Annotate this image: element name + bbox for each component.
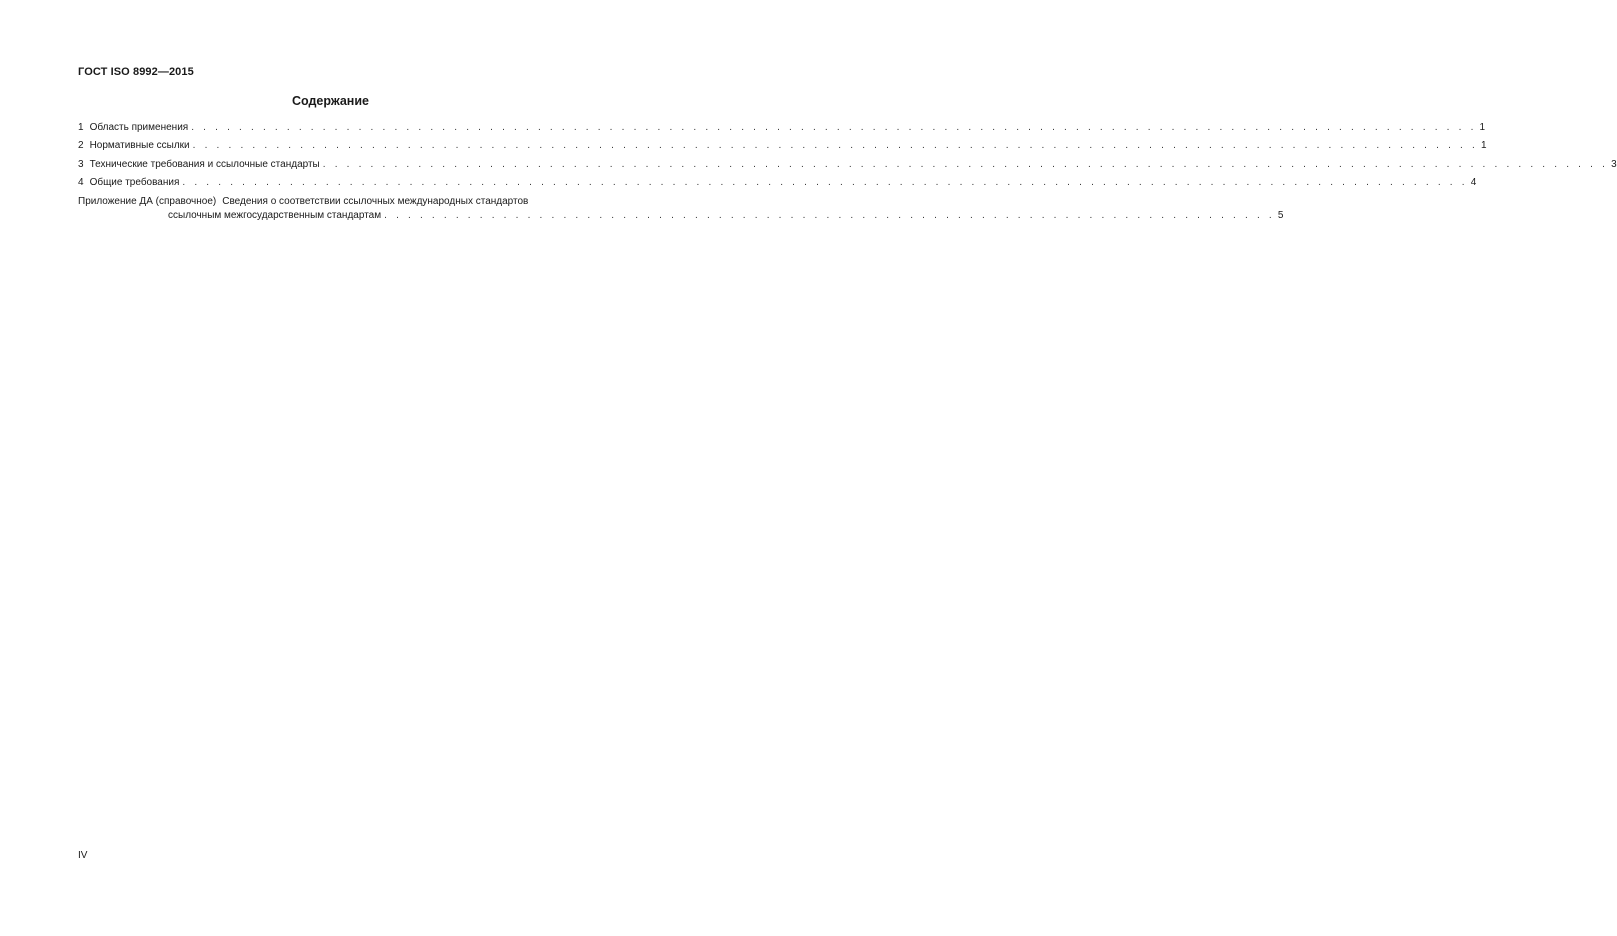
toc-leader-dots: . . . . . . . . . . . . . . . . . . . . . . . . . . . . . . . . . . . . . . . . . . . . . . . . . . . . . . . . . . . . . . . . . . . . . . . . . . . . . . . . . . . . . . . . . . . . . . . . . . . . . . . . . . . . [192, 140, 1478, 152]
toc-title: Содержание [291, 94, 369, 108]
toc-annex-title-line1: Сведения о соответствии ссылочных международных стандартов [222, 195, 529, 207]
toc-entry-label: Нормативные ссылки [89, 140, 190, 152]
toc-entry-page: 1 [1480, 140, 1487, 152]
toc-entry-number: 3 [78, 158, 84, 170]
toc-entry[interactable] [78, 176, 1477, 194]
toc-annex-prefix: Приложение ДА (справочное) [78, 195, 217, 207]
toc-annex-line2 [78, 209, 1284, 223]
toc-annex-page: 5 [1277, 209, 1284, 221]
table-of-contents [78, 121, 1617, 223]
toc-leader-dots: . . . . . . . . . . . . . . . . . . . . . . . . . . . . . . . . . . . . . . . . . . . . . . . . . . . . . . . . . . . . . . . . . . . . . . . . . . . . . . . . . . . . . . . . . . . . . . . . . . . . . . . . . . . . [191, 122, 1477, 133]
toc-entry[interactable] [78, 121, 1486, 139]
page-number: IV [78, 850, 88, 861]
toc-entry-number: 1 [78, 122, 84, 133]
toc-annex-title-line2: ссылочным межгосударственным стандартам [168, 209, 382, 221]
toc-leader-dots: . . . . . . . . . . . . . . . . . . . . . . . . . . . . . . . . . . . . . . . . . . . . . . . . . . . . . . . . . . . . . . . . . . . . . . . . . . . [384, 209, 1275, 221]
toc-annex-line1 [78, 195, 615, 209]
toc-entry-page: 1 [1479, 122, 1486, 133]
document-code: ГОСТ ISO 8992—2015 [78, 66, 194, 78]
toc-leader-dots: . . . . . . . . . . . . . . . . . . . . . . . . . . . . . . . . . . . . . . . . . . . . . . . . . . . . . . . . . . . . . . . . . . . . . . . . . . . . . . . . . . . . . . . . . . . . . . . . . . . . . . . . . . . . [182, 177, 1468, 189]
toc-entry-label: Область применения [89, 122, 189, 133]
toc-annex-entry[interactable] [78, 195, 1284, 223]
toc-entry-number: 4 [78, 177, 84, 189]
toc-entry-label: Технические требования и ссылочные стандарты [89, 158, 320, 170]
toc-leader-dots: . . . . . . . . . . . . . . . . . . . . . . . . . . . . . . . . . . . . . . . . . . . . . . . . . . . . . . . . . . . . . . . . . . . . . . . . . . . . . . . . . . . . . . . . . . . . . . . . . . . . . . . . . . . . [322, 158, 1609, 170]
toc-entry-page: 4 [1470, 177, 1477, 189]
toc-entry[interactable] [78, 158, 1617, 176]
toc-entry-label: Общие требования [89, 177, 180, 189]
toc-entry-number: 2 [78, 140, 84, 152]
toc-entry[interactable] [78, 139, 1487, 157]
toc-entry-page: 3 [1611, 158, 1617, 170]
